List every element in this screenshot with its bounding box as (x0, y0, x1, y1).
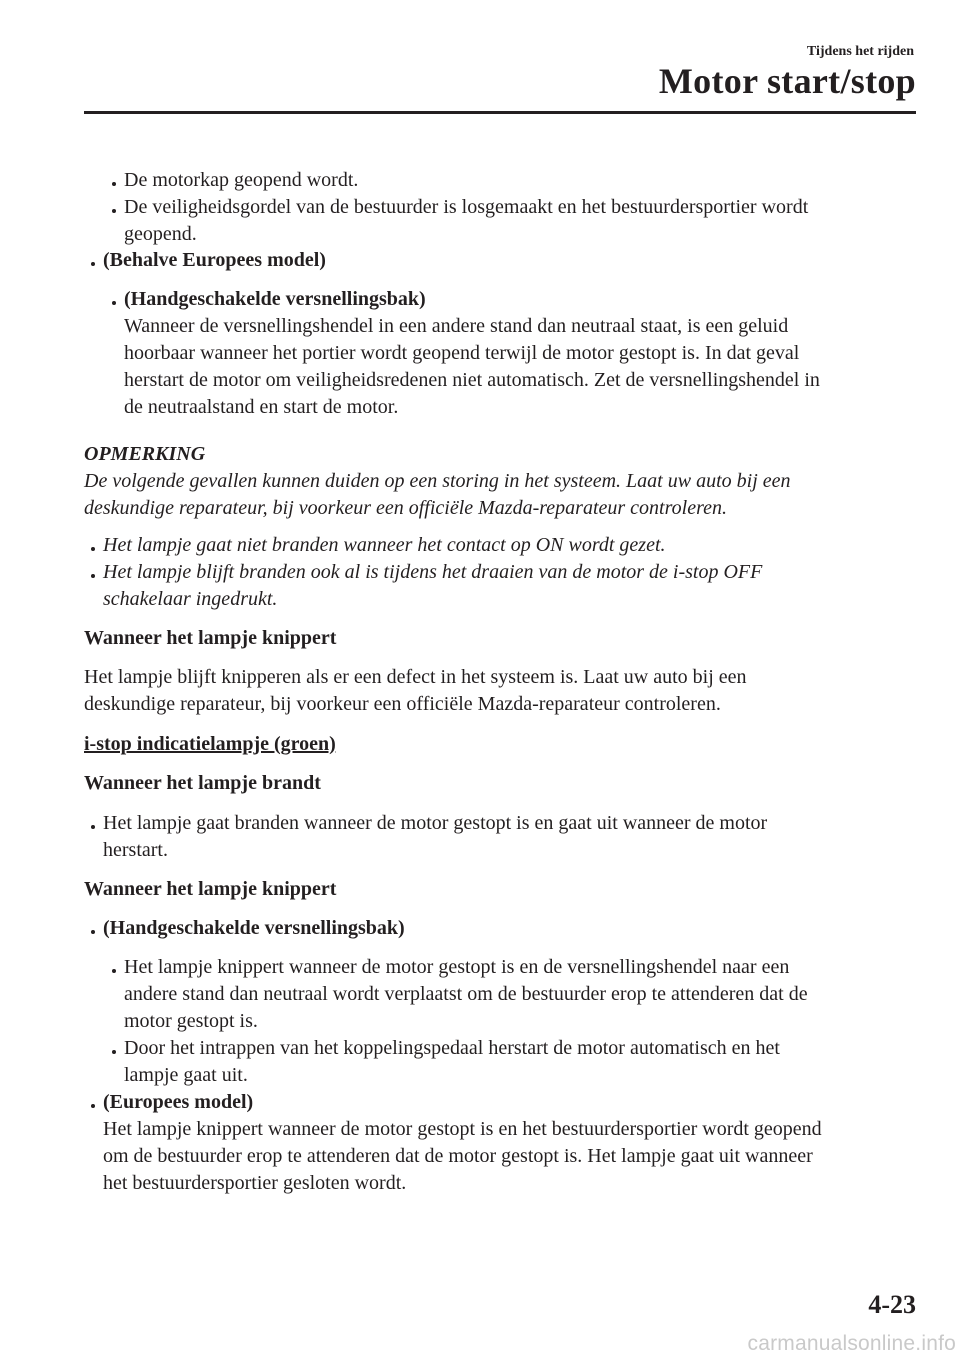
bullet-icon (91, 547, 95, 551)
header-rule (84, 111, 916, 114)
subsection-heading: Wanneer het lampje brandt (84, 772, 321, 794)
list-item-heading: (Europees model) (103, 1091, 254, 1113)
list-item-text: herstart de motor om veiligheidsredenen niet automatisch. Zet de versnellingshendel in (124, 369, 820, 391)
list-item: Het lampje knippert wanneer de motor gestopt is en de versnellingshendel naar een (124, 956, 790, 978)
list-item-continued: geopend. (124, 223, 197, 245)
list-item-heading: (Behalve Europees model) (103, 249, 326, 271)
bullet-icon (91, 262, 95, 266)
watermark: carmanualsonline.info (747, 1332, 956, 1355)
chapter-title: Motor start/stop (658, 61, 916, 101)
section-label: Tijdens het rijden (806, 44, 914, 59)
list-item-text: de neutraalstand en start de motor. (124, 396, 399, 418)
list-item-continued: motor gestopt is. (124, 1010, 258, 1032)
bullet-icon (112, 1050, 116, 1054)
note-list-item: Het lampje blijft branden ook al is tijdens het draaien van de motor de i-stop OFF (103, 561, 763, 583)
list-item-text: het bestuurdersportier gesloten wordt. (103, 1172, 407, 1194)
bullet-icon (112, 209, 116, 213)
list-item-text: hoorbaar wanneer het portier wordt geopend terwijl de motor gestopt is. In dat geval (124, 342, 800, 364)
list-item-text: Het lampje knippert wanneer de motor gestopt is en het bestuurdersportier wordt geopend (103, 1118, 822, 1140)
subsection-heading: Wanneer het lampje knippert (84, 878, 337, 900)
list-item-continued: herstart. (103, 839, 168, 861)
paragraph: deskundige reparateur, bij voorkeur een officiële Mazda-reparateur controleren. (84, 693, 721, 715)
page-number: 4-23 (868, 1290, 916, 1319)
list-item-heading: (Handgeschakelde versnellingsbak) (103, 917, 405, 939)
list-item: Door het intrappen van het koppelingspedaal herstart de motor automatisch en het (124, 1037, 780, 1059)
note-title: OPMERKING (84, 443, 206, 465)
note-text: deskundige reparateur, bij voorkeur een officiële Mazda-reparateur controleren. (84, 497, 727, 519)
bullet-icon (112, 301, 116, 305)
bullet-icon (112, 182, 116, 186)
list-item-text: Wanneer de versnellingshendel in een andere stand dan neutraal staat, is een geluid (124, 315, 789, 337)
subsection-heading: Wanneer het lampje knippert (84, 627, 337, 649)
bullet-icon (112, 969, 116, 973)
note-list-item-continued: schakelaar ingedrukt. (103, 588, 278, 610)
list-item: Het lampje gaat branden wanneer de motor gestopt is en gaat uit wanneer de motor (103, 812, 768, 834)
list-item: De motorkap geopend wordt. (124, 169, 359, 191)
bullet-icon (91, 930, 95, 934)
bullet-icon (91, 574, 95, 578)
list-item: De veiligheidsgordel van de bestuurder is losgemaakt en het bestuurdersportier wordt (124, 196, 809, 218)
section-heading: i-stop indicatielampje (groen) (84, 733, 336, 755)
list-item-continued: andere stand dan neutraal wordt verplaatst om de bestuurder erop te attenderen dat de (124, 983, 808, 1005)
bullet-icon (91, 825, 95, 829)
list-item-text: om de bestuurder erop te attenderen dat de motor gestopt is. Het lampje gaat uit wanneer (103, 1145, 813, 1167)
note-list-item: Het lampje gaat niet branden wanneer het contact op ON wordt gezet. (103, 534, 666, 556)
bullet-icon (91, 1104, 95, 1108)
note-text: De volgende gevallen kunnen duiden op een storing in het systeem. Laat uw auto bij een (84, 470, 791, 492)
list-item-heading: (Handgeschakelde versnellingsbak) (124, 288, 426, 310)
list-item-continued: lampje gaat uit. (124, 1064, 248, 1086)
paragraph: Het lampje blijft knipperen als er een defect in het systeem is. Laat uw auto bij een (84, 666, 747, 688)
